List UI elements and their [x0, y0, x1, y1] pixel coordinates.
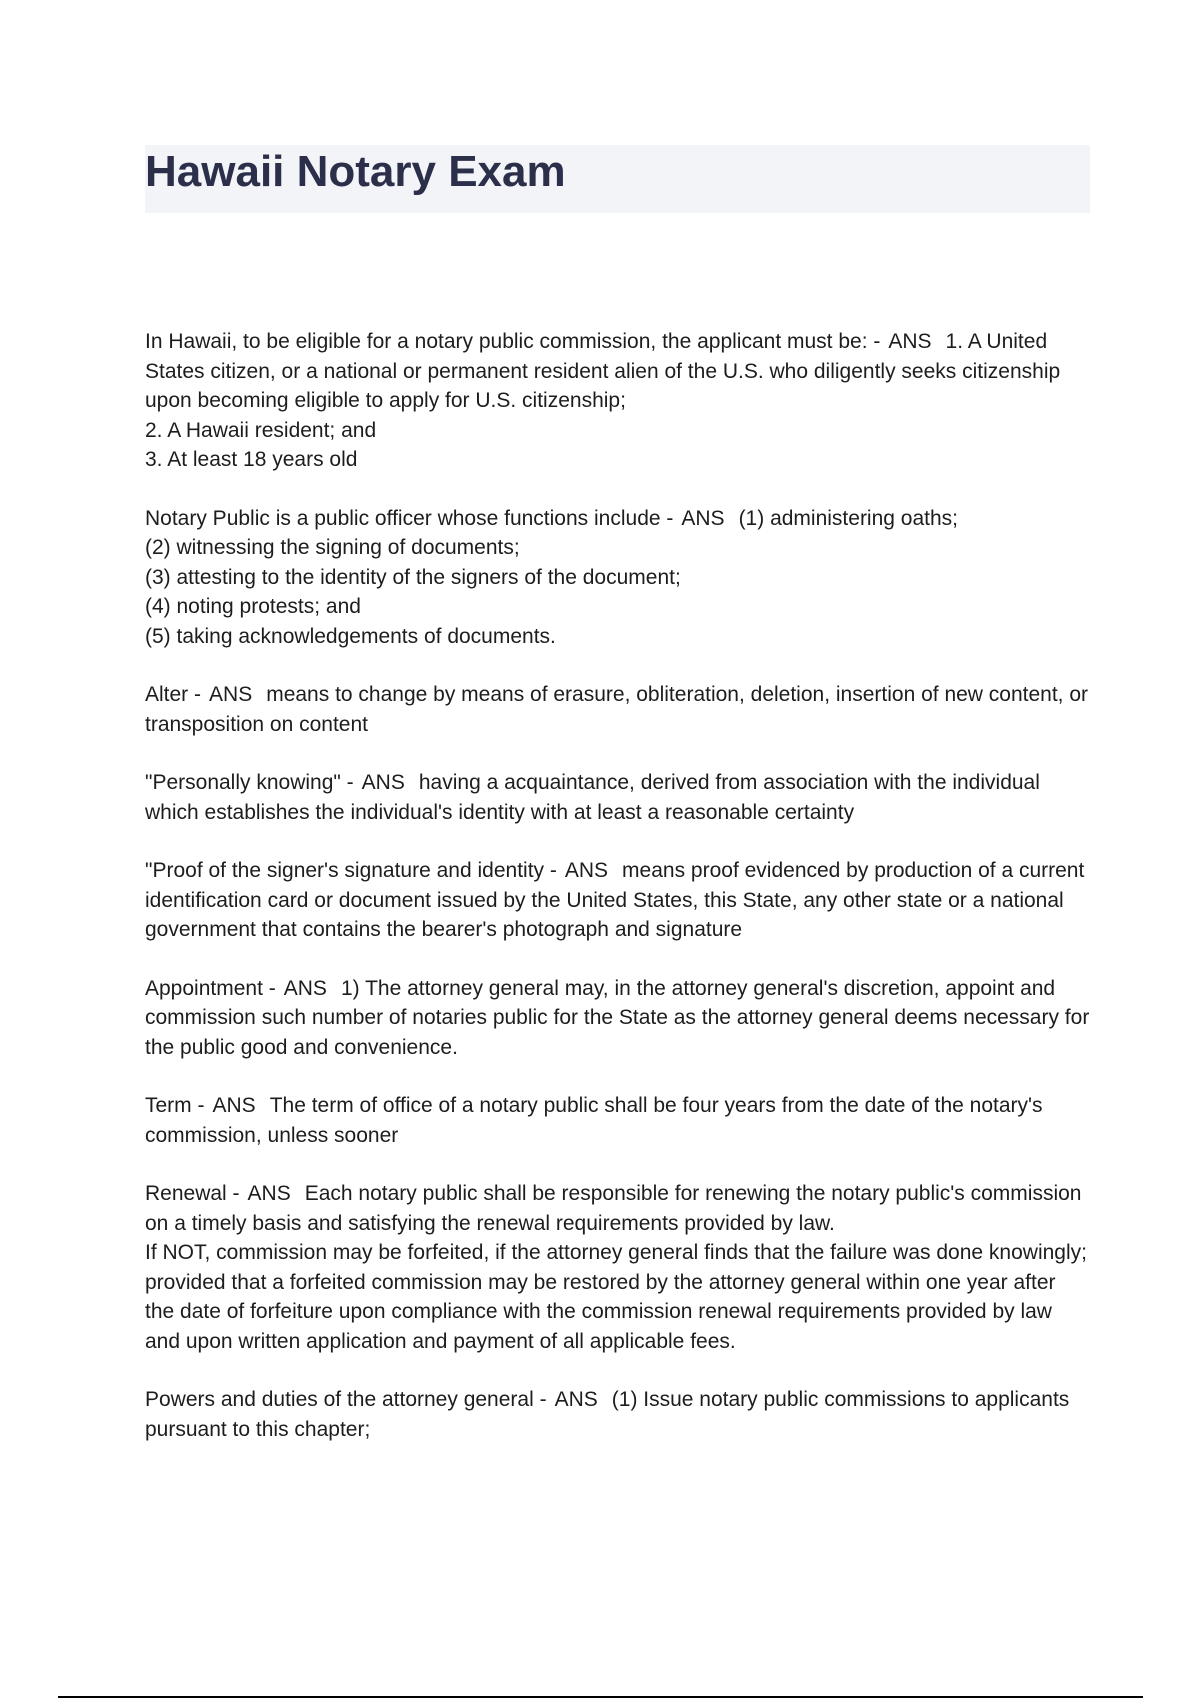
ans-marker: ANS	[681, 506, 725, 530]
answer-text: Each notary public shall be responsible for renewing the notary public's commission on a timely basis and satisfying the renewal requirements provided by law.	[145, 1182, 1082, 1235]
answer-text: 1) The attorney general may, in the attorney general's discretion, appoint and commission such number of notaries public for the State as the attorney general deems necessary for the public good and convenience.	[145, 976, 1090, 1059]
question-text: Alter -	[145, 683, 202, 706]
page-title: Hawaii Notary Exam	[145, 147, 566, 196]
qa-entry-attorney-general-powers	[145, 1385, 1090, 1444]
answer-text: 1. A United States citizen, or a national or permanent resident alien of the U.S. who diligently seeks citizenship upon becoming eligible to apply for U.S. citizenship;	[145, 330, 1061, 412]
qa-entry-notary-functions	[145, 504, 1090, 652]
footer-divider	[58, 1696, 1143, 1698]
answer-line: (3) attesting to the identity of the signers of the document;	[145, 565, 681, 589]
qa-entry-personally-knowing	[145, 768, 1090, 827]
qa-entry-eligibility	[145, 327, 1090, 475]
qa-entry-proof-of-identity	[145, 856, 1090, 945]
answer-line: 2. A Hawaii resident; and	[145, 418, 377, 442]
qa-entry-term	[145, 1091, 1090, 1150]
qa-list	[145, 327, 1090, 1473]
ans-marker: ANS	[283, 976, 327, 1000]
ans-marker: ANS	[209, 683, 253, 706]
answer-text: (1) Issue notary public commissions to applicants pursuant to this chapter;	[145, 1388, 1070, 1441]
answer-text: The term of office of a notary public shall be four years from the date of the notary's commission, unless sooner	[145, 1094, 1043, 1147]
ans-marker: ANS	[888, 330, 932, 353]
question-text: In Hawaii, to be eligible for a notary public commission, the applicant must be: -	[145, 330, 881, 353]
ans-marker: ANS	[564, 859, 609, 882]
answer-line: If NOT, commission may be forfeited, if the attorney general finds that the failure was done knowingly; provided that a forfeited commission may be restored by the attorney general within one year after the date of forfeiture upon compliance with the commission renewal requirements provided by law and upon written application and payment of all applicable fees.	[145, 1241, 1087, 1353]
ans-marker: ANS	[361, 771, 405, 794]
ans-marker: ANS	[212, 1094, 256, 1117]
question-text: Term -	[145, 1094, 205, 1117]
answer-line: 3. At least 18 years old	[145, 448, 358, 471]
question-text: Renewal -	[145, 1182, 240, 1205]
question-text: "Personally knowing" -	[145, 771, 354, 794]
question-text: Notary Public is a public officer whose functions include -	[145, 506, 674, 530]
answer-line: (5) taking acknowledgements of documents.	[145, 624, 556, 648]
answer-text: (1) administering oaths;	[738, 506, 958, 530]
question-text: Powers and duties of the attorney general -	[145, 1388, 547, 1411]
answer-line: (2) witnessing the signing of documents;	[145, 536, 520, 559]
ans-marker: ANS	[554, 1388, 598, 1411]
title-banner	[145, 145, 1090, 213]
question-text: Appointment -	[145, 976, 276, 1000]
answer-text: having a acquaintance, derived from association with the individual which establishes the individual's identity with at least a reasonable certainty	[145, 771, 1040, 824]
answer-line: (4) noting protests; and	[145, 595, 361, 618]
answer-text: means to change by means of erasure, obliteration, deletion, insertion of new content, or transposition on content	[145, 683, 1089, 736]
ans-marker: ANS	[247, 1182, 291, 1205]
question-text: "Proof of the signer's signature and identity -	[145, 859, 557, 882]
qa-entry-alter	[145, 680, 1090, 739]
qa-entry-appointment	[145, 974, 1090, 1063]
qa-entry-renewal	[145, 1179, 1090, 1356]
answer-text: means proof evidenced by production of a current identification card or document issued by the United States, this State, any other state or a national government that contains the bearer's photograph and signature	[145, 859, 1085, 941]
